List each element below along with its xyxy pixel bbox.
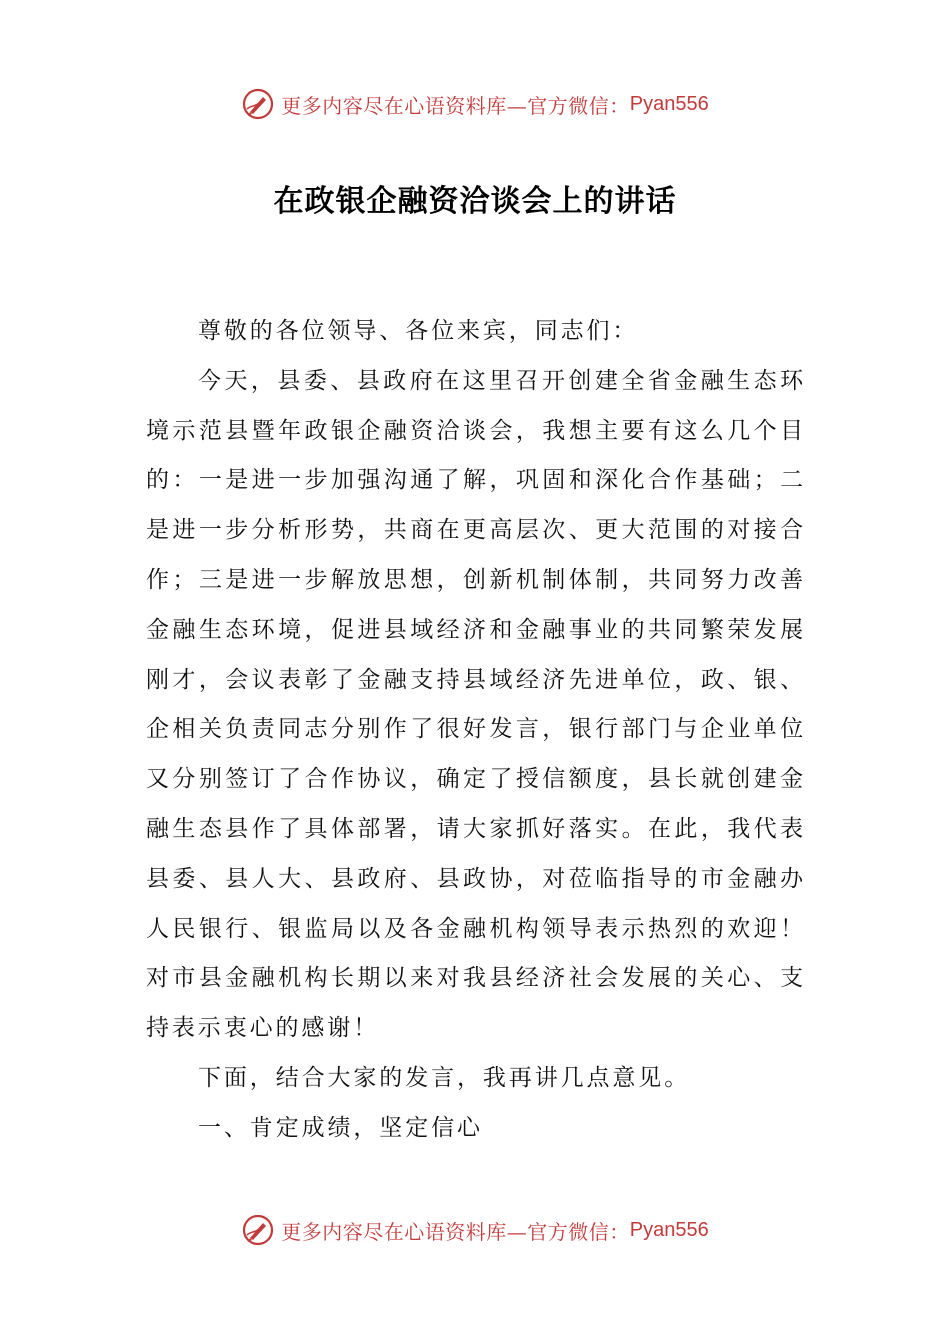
document-title: 在政银企融资洽谈会上的讲话 [273,184,677,219]
footer-banner [0,1208,950,1252]
banner-text: 更多内容尽在心语资料库—官方微信： [281,93,630,118]
body-paragraph: 下面，结合大家的发言，我再讲几点意见。 [198,1064,691,1091]
banner-wechat-id: Pyan556 [629,1218,709,1241]
pen-logo-icon [241,1213,275,1247]
body-paragraph: 今天，县委、县政府在这里召开创建全省金融生态环境示范县暨年政银企融资洽谈会，我想主要有这么几个目的：一是进一步加强沟通了解，巩固和深化合作基础；二是进一步分析形势，共商在更高层次、更大范围的对接合作；三是进一步解放思想，创新机制体制，共同努力改善金融生态环境，促进县域经济和金融事业的共同繁荣发展刚才，会议表彰了金融支持县域经济先进单位，政、银、企相关负责同志分别作了很好发言，银行部门与企业单位又分别签订了合作协议，确定了授信额度，县长就创建金融生态县作了具体部署，请大家抓好落实。在此，我代表县委、县人大、县政府、县政协，对莅临指导的市金融办人民银行、银监局以及各金融机构领导表示热烈的欢迎！对市县金融机构长期以来对我县经济社会发展的关心、支持表示衷心的感谢！ [146,367,806,1042]
salutation-paragraph: 尊敬的各位领导、各位来宾，同志们： [198,318,639,344]
document-body [146,307,806,1154]
banner-wechat-id: Pyan556 [629,92,709,115]
pen-logo-icon [241,87,275,121]
banner-text: 更多内容尽在心语资料库—官方微信： [281,1219,630,1244]
header-banner [0,82,950,126]
section-heading: 一、肯定成绩，坚定信心 [198,1114,483,1141]
